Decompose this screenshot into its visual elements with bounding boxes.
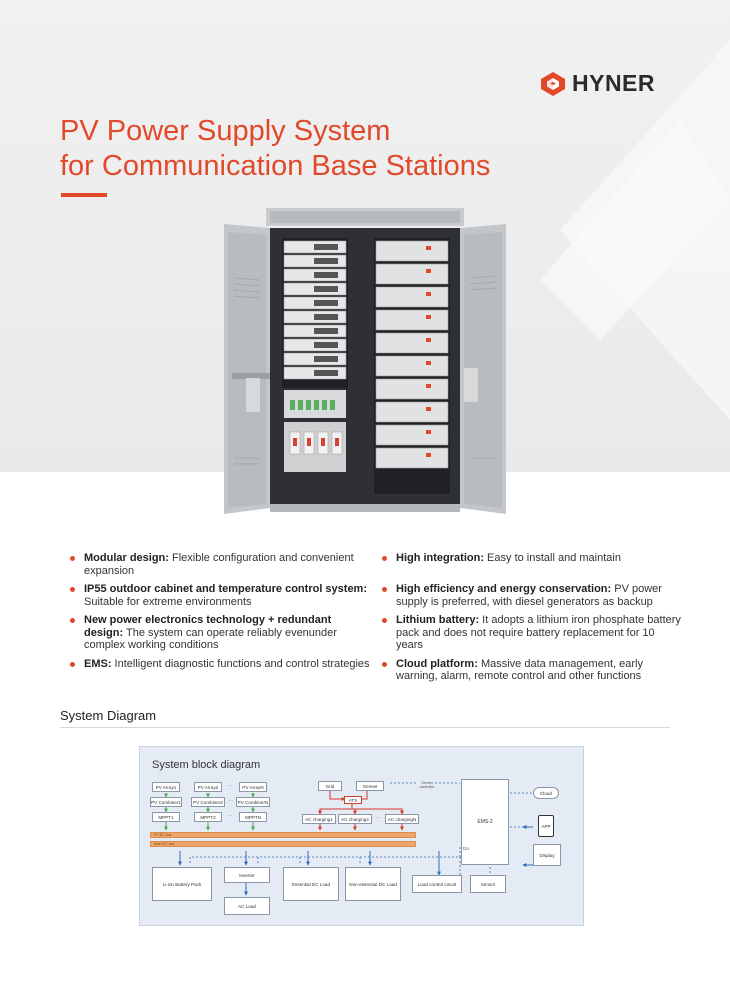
mppt-n-box: MPPTN <box>239 812 267 822</box>
ac-charging-2-box: AC charging2 <box>338 814 372 824</box>
feature-heading: High integration: <box>396 552 484 564</box>
app-phone-icon: APP <box>538 815 554 837</box>
pv-combiner-1-box: PV Combiner1 <box>150 797 182 807</box>
section-divider <box>60 727 670 728</box>
genset-box: Genset <box>356 781 384 791</box>
feature-heading: EMS: <box>84 657 112 670</box>
page-title <box>60 114 490 184</box>
feature-text: Massive data management, early warning, alarm, remote control and other functions <box>396 657 643 682</box>
main-dc-bus: Main DC bus <box>150 841 416 847</box>
feature-item <box>382 614 682 652</box>
system-block-diagram <box>139 746 584 926</box>
feature-heading: Lithium battery: <box>396 614 480 626</box>
feature-heading: High efficiency and energy conservation: <box>396 583 612 595</box>
pv-combiner-2-box: PV Combiner2 <box>191 797 225 807</box>
grid-box: Grid <box>318 781 342 791</box>
ems-controller-box: EMS-2 <box>461 779 509 865</box>
feature-item <box>382 583 682 608</box>
ac-charging-1-box: AC charging1 <box>302 814 336 824</box>
brand-logo <box>540 70 655 97</box>
diagram-title: System block diagram <box>152 759 261 771</box>
ellipsis: ··· <box>227 783 232 789</box>
feature-item <box>382 552 682 577</box>
pv-array-1-box: PV Array1 <box>152 782 180 792</box>
pv-array-2-box: PV Array2 <box>194 782 222 792</box>
ellipsis: ··· <box>228 798 233 804</box>
feature-text: PV power supply is preferred, with diesel generators as backup <box>396 583 662 608</box>
feature-text: Suitable for extreme environments <box>84 595 252 608</box>
feature-heading: Cloud platform: <box>396 657 478 670</box>
feature-heading: New power electronics technology + redundant design: <box>84 614 332 639</box>
mppt-2-box: MPPT2 <box>194 812 222 822</box>
genset-controller-label: Genset controller <box>419 781 435 789</box>
feature-text: It adopts a lithium iron phosphate battery pack and does not require battery replacement for 10 years <box>396 614 681 651</box>
feature-text: Intelligent diagnostic functions and control strategies <box>111 657 370 670</box>
cabinet-photo <box>224 208 506 514</box>
battery-pack-box: Li-ion Battery Pack <box>152 867 212 901</box>
brand-name: HYNER <box>572 70 656 96</box>
battery-module-stack <box>374 238 450 494</box>
feature-item <box>70 552 370 577</box>
pv-combiner-n-box: PV CombinerN <box>236 797 270 807</box>
feature-list <box>70 552 680 683</box>
display-box: Display <box>533 844 561 866</box>
inverter-box: Inverter <box>224 867 270 883</box>
feature-text: The system can operate reliably evenunder complex working conditions <box>84 626 337 651</box>
title-underline <box>61 193 107 197</box>
title-line-2: for Communication Base Stations <box>60 150 491 182</box>
ats-box: ATS <box>344 796 362 804</box>
feature-item <box>70 583 370 608</box>
pv-dc-bus: PV DC bus <box>150 832 416 838</box>
ac-load-box: AC Load <box>224 897 270 915</box>
feature-item <box>382 658 682 683</box>
feature-text: Easy to install and maintain <box>484 552 621 564</box>
mppt-1-box: MPPT1 <box>152 812 180 822</box>
load-control-circuit-box: Load control circuit <box>412 875 462 893</box>
sensor-box: Sensor <box>470 875 506 893</box>
hyner-logo-icon <box>540 71 566 97</box>
ellipsis: ··· <box>376 815 381 821</box>
ellipsis: ··· <box>227 813 232 819</box>
non-essential-dc-load-box: Non-essential DC Load <box>345 867 401 901</box>
feature-heading: IP55 outdoor cabinet and temperature control system: <box>84 583 368 595</box>
feature-heading: Modular design: <box>84 552 169 564</box>
pv-array-n-box: PV ArrayN <box>239 782 267 792</box>
feature-item <box>70 658 370 683</box>
essential-dc-load-box: Essential DC Load <box>283 867 339 901</box>
feature-text: Flexible configuration and convenient expansion <box>84 552 354 577</box>
section-title: System Diagram <box>60 708 157 723</box>
feature-item <box>70 614 370 652</box>
title-line-1: PV Power Supply System <box>60 115 391 147</box>
do-label: Do <box>463 846 469 851</box>
power-module-stack <box>282 238 348 388</box>
ac-charging-n-box: AC chargingN <box>385 814 419 824</box>
cloud-icon: Cloud <box>533 787 559 799</box>
